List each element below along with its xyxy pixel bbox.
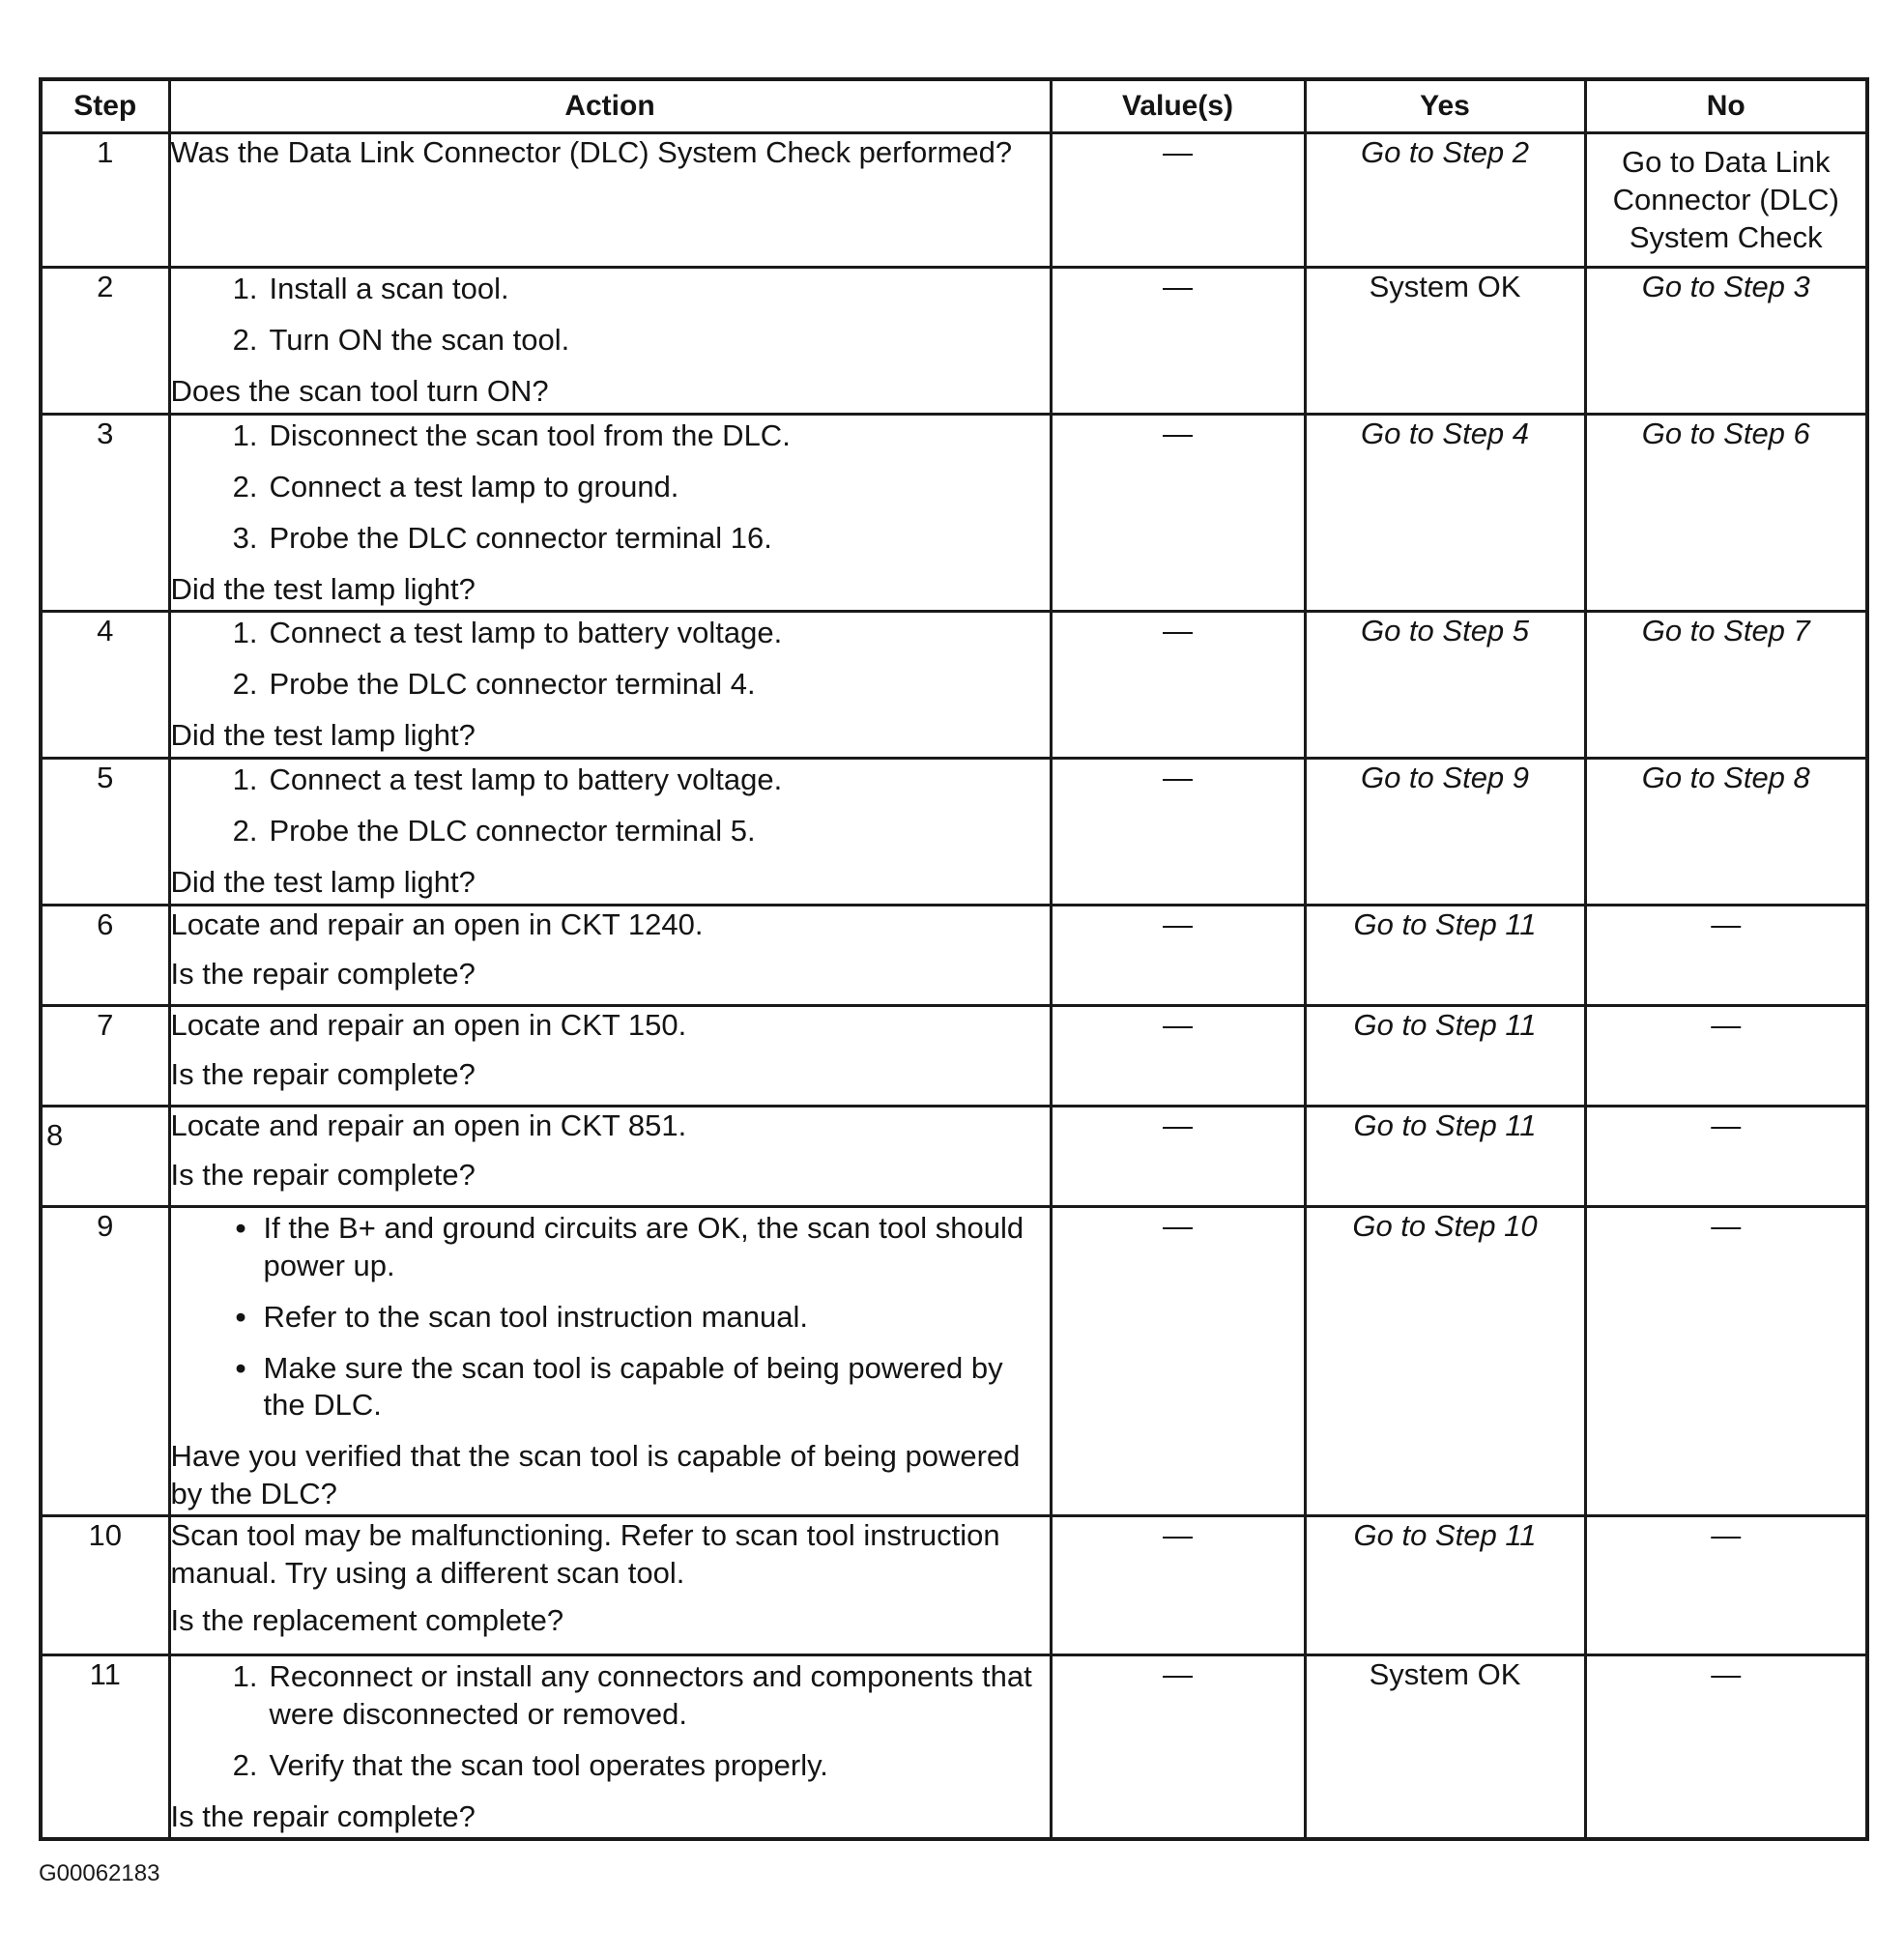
value-cell: — <box>1051 268 1305 415</box>
list-item: • Make sure the scan tool is capable of being powered by the DLC. <box>235 1350 1003 1423</box>
value-cell: — <box>1051 906 1305 1006</box>
value-cell: — <box>1051 612 1305 759</box>
header-yes: Yes <box>1305 79 1585 133</box>
action-question: Have you verified that the scan tool is capable of being powered by the DLC? <box>170 1439 1021 1510</box>
action-text: Scan tool may be malfunctioning. Refer to scan tool instruction manual. Try using a different scan tool. <box>170 1518 1000 1590</box>
step-number: 5 <box>41 759 169 906</box>
list-item: 1. Reconnect or install any connectors and components that were disconnected or removed. <box>232 1659 1032 1731</box>
action-cell <box>169 1655 1051 1839</box>
list-item: 3. Probe the DLC connector terminal 16. <box>232 520 772 555</box>
yes-cell: Go to Step 10 <box>1305 1207 1585 1516</box>
step-number: 2 <box>41 268 169 415</box>
no-cell: — <box>1585 1655 1867 1839</box>
list-item: 1. Install a scan tool. <box>232 272 509 306</box>
action-question: Is the repair complete? <box>170 957 476 991</box>
action-cell <box>169 1006 1051 1107</box>
action-question: Did the test lamp light? <box>170 571 476 606</box>
figure-id: G00062183 <box>39 1860 160 1886</box>
yes-cell: Go to Step 9 <box>1305 759 1585 906</box>
no-cell: — <box>1585 1207 1867 1516</box>
table-row <box>41 268 1867 415</box>
action-text: Was the Data Link Connector (DLC) System Check performed? <box>170 135 1013 169</box>
step-number: 10 <box>41 1516 169 1655</box>
yes-cell: Go to Step 11 <box>1305 1516 1585 1655</box>
action-cell <box>169 1207 1051 1516</box>
no-cell: — <box>1585 1107 1867 1207</box>
yes-cell: Go to Step 2 <box>1305 133 1585 268</box>
yes-cell: System OK <box>1305 268 1585 415</box>
no-cell: Go to Step 8 <box>1585 759 1867 906</box>
action-steps-list <box>171 271 1050 360</box>
table-row <box>41 415 1867 612</box>
action-question: Did the test lamp light? <box>170 864 476 899</box>
action-question: Is the replacement complete? <box>170 1602 564 1637</box>
no-cell: — <box>1585 1006 1867 1107</box>
no-cell: Go to Step 3 <box>1585 268 1867 415</box>
action-text: Locate and repair an open in CKT 1240. <box>170 907 704 942</box>
action-steps-list <box>171 615 1050 704</box>
table-row <box>41 759 1867 906</box>
list-item: 2. Connect a test lamp to ground. <box>232 470 679 503</box>
value-cell: — <box>1051 1006 1305 1107</box>
list-item: 1. Connect a test lamp to battery voltage. <box>232 762 783 797</box>
action-text: Locate and repair an open in CKT 851. <box>170 1108 687 1143</box>
step-number: 3 <box>41 415 169 612</box>
list-item: 2. Probe the DLC connector terminal 4. <box>232 667 756 701</box>
action-cell <box>169 415 1051 612</box>
value-cell: — <box>1051 1516 1305 1655</box>
step-number: 4 <box>41 612 169 759</box>
value-cell: — <box>1051 1655 1305 1839</box>
action-cell <box>169 906 1051 1006</box>
value-cell: — <box>1051 759 1305 906</box>
header-action: Action <box>169 79 1051 133</box>
action-question: Did the test lamp light? <box>170 717 476 752</box>
yes-cell: Go to Step 4 <box>1305 415 1585 612</box>
yes-cell: Go to Step 11 <box>1305 1006 1585 1107</box>
list-item: 2. Verify that the scan tool operates properly. <box>232 1747 828 1782</box>
no-cell: Go to Data Link Connector (DLC) System Check <box>1585 133 1867 268</box>
action-steps-list <box>171 762 1050 850</box>
table-row <box>41 906 1867 1006</box>
no-cell: — <box>1585 906 1867 1006</box>
action-text: Locate and repair an open in CKT 150. <box>170 1008 687 1043</box>
table-row <box>41 612 1867 759</box>
yes-cell: Go to Step 11 <box>1305 1107 1585 1207</box>
yes-cell: Go to Step 5 <box>1305 612 1585 759</box>
yes-cell: Go to Step 11 <box>1305 906 1585 1006</box>
action-steps-list <box>171 417 1050 557</box>
step-number: 8 <box>41 1107 169 1207</box>
value-cell: — <box>1051 133 1305 268</box>
list-item: 2. Probe the DLC connector terminal 5. <box>232 814 756 848</box>
diagnostic-table-container <box>39 77 1865 1841</box>
yes-cell: System OK <box>1305 1655 1585 1839</box>
table-header-row <box>41 79 1867 133</box>
action-question: Is the repair complete? <box>170 1057 476 1091</box>
action-cell <box>169 612 1051 759</box>
value-cell: — <box>1051 415 1305 612</box>
action-cell <box>169 1516 1051 1655</box>
no-cell: Go to Step 7 <box>1585 612 1867 759</box>
list-item: 1. Disconnect the scan tool from the DLC. <box>232 418 791 453</box>
action-cell <box>169 268 1051 415</box>
list-item: 2. Turn ON the scan tool. <box>232 323 570 357</box>
table-row <box>41 1006 1867 1107</box>
action-steps-list <box>171 1658 1050 1784</box>
step-number: 7 <box>41 1006 169 1107</box>
header-no: No <box>1585 79 1867 133</box>
no-cell: — <box>1585 1516 1867 1655</box>
action-cell <box>169 1107 1051 1207</box>
action-cell <box>169 759 1051 906</box>
no-cell: Go to Step 6 <box>1585 415 1867 612</box>
header-values: Value(s) <box>1051 79 1305 133</box>
diagnostic-table <box>39 77 1869 1841</box>
list-item: • Refer to the scan tool instruction manual. <box>235 1299 808 1334</box>
action-question: Is the repair complete? <box>170 1158 476 1192</box>
list-item: 1. Connect a test lamp to battery voltage. <box>232 616 783 650</box>
step-number: 9 <box>41 1207 169 1516</box>
table-row <box>41 133 1867 268</box>
action-question: Is the repair complete? <box>170 1798 476 1833</box>
step-number: 11 <box>41 1655 169 1839</box>
table-row <box>41 1655 1867 1839</box>
step-number: 1 <box>41 133 169 268</box>
action-cell <box>169 133 1051 268</box>
table-row <box>41 1516 1867 1655</box>
table-row <box>41 1207 1867 1516</box>
list-item: • If the B+ and ground circuits are OK, the scan tool should power up. <box>235 1211 1024 1282</box>
value-cell: — <box>1051 1107 1305 1207</box>
action-question: Does the scan tool turn ON? <box>170 373 549 408</box>
step-number: 6 <box>41 906 169 1006</box>
table-row <box>41 1107 1867 1207</box>
value-cell: — <box>1051 1207 1305 1516</box>
header-step: Step <box>41 79 169 133</box>
action-bullets-list <box>171 1210 1050 1424</box>
